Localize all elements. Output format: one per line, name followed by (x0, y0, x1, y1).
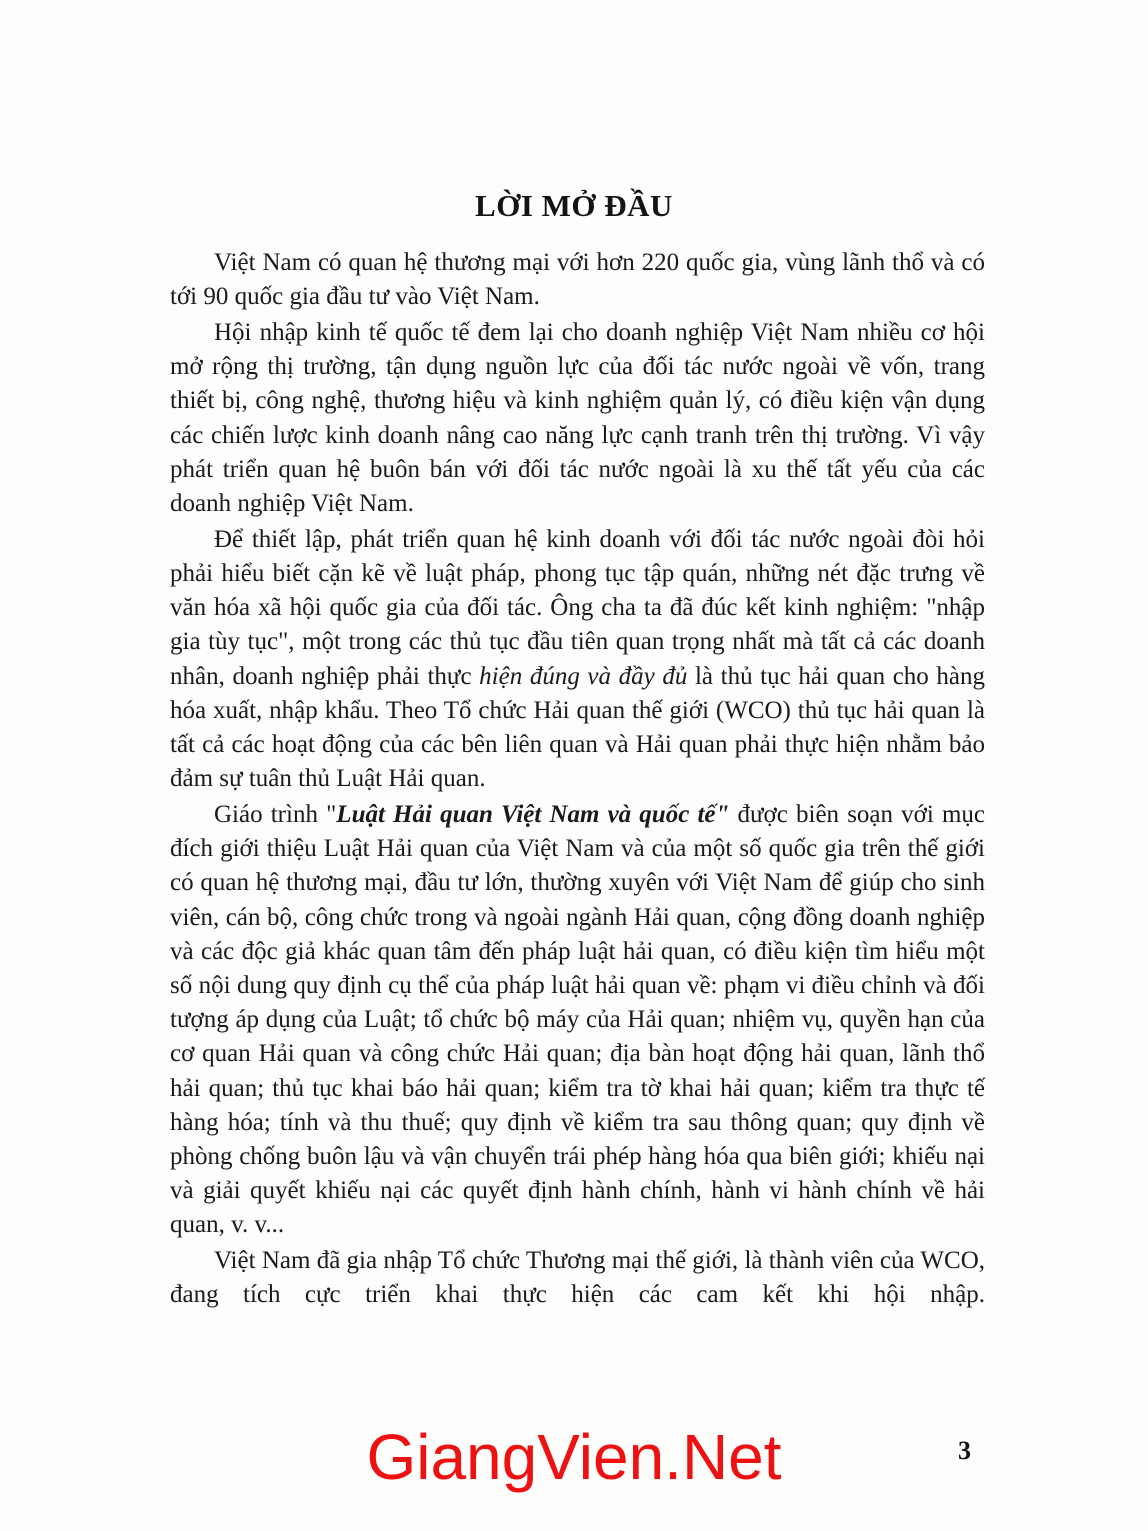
book-title-emphasis: Luật Hải quan Việt Nam và quốc tế" (336, 801, 730, 829)
body-text (170, 246, 985, 1314)
paragraph-5: Việt Nam đã gia nhập Tổ chức Thương mại thế giới, là thành viên của WCO, đang tích cực triển khai thực hiện các cam kết khi hội nhập. (170, 1247, 985, 1309)
page-number: 3 (958, 1436, 971, 1465)
paragraph-3 (170, 523, 985, 797)
paragraph-1: Việt Nam có quan hệ thương mại với hơn 220 quốc gia, vùng lãnh thổ và có tới 90 quốc gia đầu tư vào Việt Nam. (170, 249, 985, 311)
paragraph-4-text-a: Giáo trình " (214, 801, 337, 829)
paragraph-4 (170, 798, 985, 1243)
watermark-link[interactable]: GiangVien.Net (366, 1421, 782, 1493)
paragraph-2: Hội nhập kinh tế quốc tế đem lại cho doanh nghiệp Việt Nam nhiều cơ hội mở rộng thị trường, tận dụng nguồn lực của đối tác nước ngoài về vốn, trang thiết bị, công nghệ, thương hiệu và kinh nghiệm quản lý, có điều kiện vận dụng các chiến lược kinh doanh nâng cao năng lực cạnh tranh trên thị trường. Vì vậy phát triển quan hệ buôn bán với đối tác nước ngoài là xu thế tất yếu của các doanh nghiệp Việt Nam. (170, 319, 985, 518)
paragraph-3-text-b: là thủ tục hải quan cho hàng hóa xuất, nhập khẩu. Theo Tổ chức Hải quan thế giới (WCO) thủ tục hải quan là tất cả các hoạt động của các bên liên quan và Hải quan phải thực hiện nhằm bảo đảm sự tuân thủ Luật Hải quan. (170, 662, 985, 793)
paragraph-4-text-b: được biên soạn với mục đích giới thiệu Luật Hải quan của Việt Nam và của một số quốc gia trên thế giới có quan hệ thương mại, đầu tư lớn, thường xuyên với Việt Nam để giúp cho sinh viên, cán bộ, công chức trong và ngoài ngành Hải quan, cộng đồng doanh nghiệp và các độc giả khác quan tâm đến pháp luật hải quan, có điều kiện tìm hiểu một số nội dung quy định cụ thể của pháp luật hải quan về: phạm vi điều chỉnh và đối tượng áp dụng của Luật; tổ chức bộ máy của Hải quan; nhiệm vụ, quyền hạn của cơ quan Hải quan và công chức Hải quan; địa bàn hoạt động hải quan, lãnh thổ hải quan; thủ tục khai báo hải quan; kiểm tra tờ khai hải quan; kiểm tra thực tế hàng hóa; tính và thu thuế; quy định về kiểm tra sau thông quan; quy định về phòng chống buôn lậu và vận chuyển trái phép hàng hóa qua biên giới; khiếu nại và giải quyết khiếu nại các quyết định hành chính, hành vi hành chính về hải quan, v. v... (170, 801, 985, 1239)
paragraph-3-emphasis: hiện đúng và đầy đủ (479, 662, 688, 690)
paragraph-3-text-a: Để thiết lập, phát triển quan hệ kinh doanh với đối tác nước ngoài đòi hỏi phải hiểu biết cặn kẽ về luật pháp, phong tục tập quán, những nét đặc trưng về văn hóa xã hội quốc gia của đối tác. Ông cha ta đã đúc kết kinh nghiệm: "nhập gia tùy tục", một trong các thủ tục đầu tiên quan trọng nhất mà tất cả các doanh nhân, doanh nghiệp phải thực (170, 525, 985, 690)
page-title: LỜI MỞ ĐẦU (475, 188, 673, 223)
